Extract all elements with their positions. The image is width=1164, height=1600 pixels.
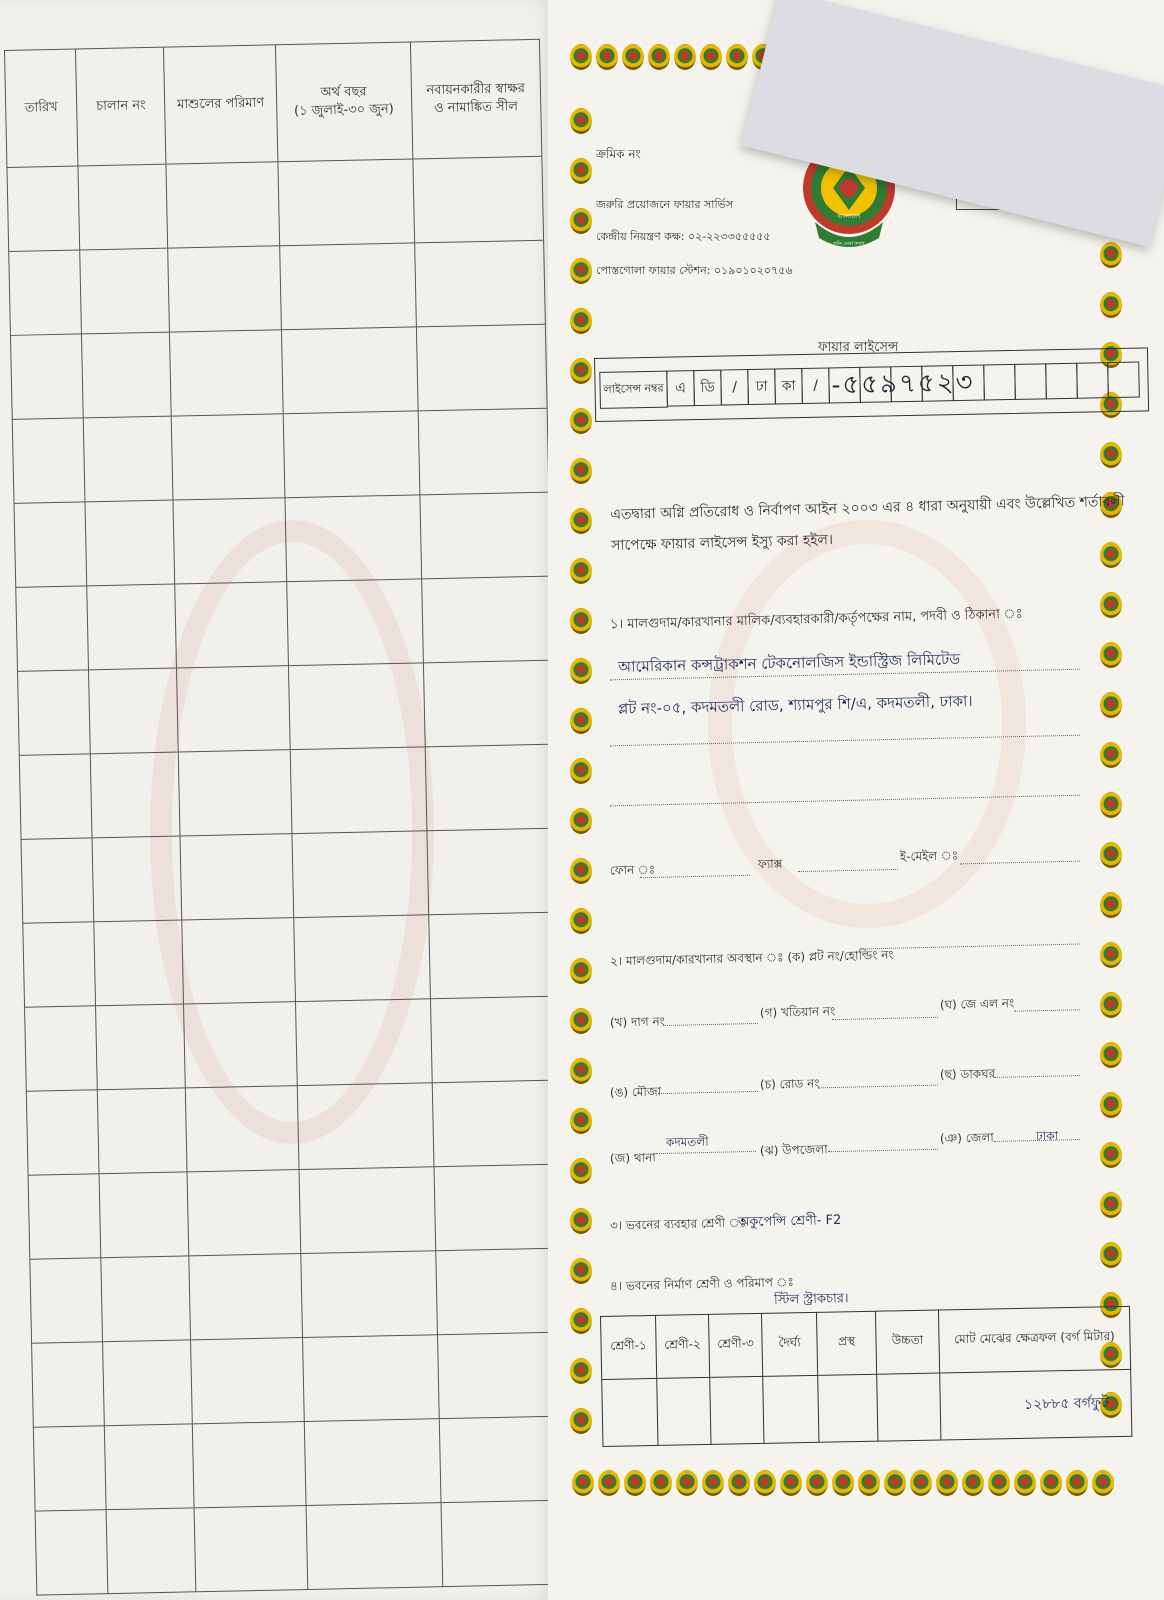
medallion-ornament [1100, 992, 1122, 1018]
email-label: ই-মেইল ঃ [899, 848, 959, 864]
medallion-ornament [622, 44, 644, 70]
left-page-renewal-ledger [0, 0, 560, 1600]
header-date: তারিখ [5, 49, 78, 167]
medallion-ornament [988, 1470, 1010, 1496]
medallion-ornament [1100, 242, 1122, 268]
license-cell: ডি [693, 370, 722, 407]
ledger-cell [21, 838, 94, 923]
ledger-row [28, 1164, 565, 1259]
license-number-box [594, 347, 1149, 422]
ledger-cell [191, 1338, 304, 1424]
ledger-cell [279, 243, 416, 330]
measure-cell [710, 1376, 764, 1444]
dag-line [663, 1023, 758, 1026]
medallion-ornament [728, 1470, 750, 1496]
header-fee-amount: মাশুলের পরিমাণ [164, 45, 277, 164]
intro-paragraph: এতদ্বারা অগ্নি প্রতিরোধ ও নির্বাপণ আইন ২০০৩ এর ৪ ধারা অনুযায়ী এবং উল্লেখিত শর্তাবলী সাপেক্ষে ফায়ার লাইসেন্স ইস্যু করা হইল। [610, 493, 1125, 554]
ledger-cell [14, 502, 87, 587]
medallion-ornament [570, 1258, 592, 1284]
medallion-ornament [624, 1470, 646, 1496]
medallion-ornament [570, 44, 592, 70]
ledger-cell [32, 1342, 105, 1427]
road-label: (চ) রোড নং [759, 1076, 820, 1092]
medallion-ornament [676, 1470, 698, 1496]
medallion-ornament [570, 1208, 592, 1234]
header-fiscal-year: অর্থ বছর (১ জুলাই-৩০ জুন) [275, 42, 412, 162]
measure-header: শ্রেণী-১ [601, 1315, 657, 1379]
ledger-cell [430, 996, 561, 1083]
medallion-ornament [1100, 642, 1122, 668]
renewal-ledger-table [4, 39, 572, 1596]
medallion-ornament [570, 258, 592, 284]
ledger-cell [182, 918, 295, 1004]
ledger-row [21, 828, 558, 923]
khatian-line [832, 1017, 938, 1020]
medallion-ornament [570, 858, 592, 884]
ledger-cell [104, 1424, 194, 1510]
owner-name: আমেরিকান কন্সট্রাকশন টেকনোলজিস ইন্ডাস্ট্রিজ লিমিটেড [617, 650, 961, 676]
ledger-row [14, 492, 551, 587]
ledger-row [16, 576, 553, 671]
license-cell-empty [1014, 363, 1047, 400]
ledger-row [12, 408, 549, 503]
measure-cell [657, 1377, 711, 1445]
item-4-label: ৪। ভবনের নির্মাণ শ্রেণী ও পরিমাপ ঃ [609, 1274, 794, 1294]
medallion-ornament [962, 1470, 984, 1496]
medallion-ornament [1100, 742, 1122, 768]
header-renewer-signature: নবায়নকারীর স্বাক্ষর ও নামাঙ্কিত সীল [410, 39, 542, 159]
medallion-ornament [570, 958, 592, 984]
measure-header: দৈর্ঘ্য [761, 1312, 817, 1376]
ledger-cell [25, 1006, 98, 1091]
medallion-ornament [570, 158, 592, 184]
ledger-cell [189, 1254, 302, 1340]
road-line [818, 1085, 938, 1089]
ledger-cell [295, 999, 432, 1086]
medallion-ornament [570, 1008, 592, 1034]
mouza-line [658, 1091, 758, 1094]
ledger-cell [304, 1419, 441, 1506]
medallion-ornament [570, 908, 592, 934]
ledger-cell [33, 1426, 106, 1511]
ledger-cell [290, 747, 427, 834]
medallion-ornament [570, 808, 592, 834]
ledger-cell [83, 416, 173, 502]
total-area-value: ১২৮৮৫ বর্গফুট [940, 1369, 1132, 1440]
ledger-cell [78, 164, 168, 250]
district-label: (ঞ) জেলা [939, 1130, 994, 1146]
ledger-cell [419, 492, 550, 579]
medallion-ornament [570, 658, 592, 684]
header-challan-no: চালান নং [75, 47, 166, 166]
ledger-cell [23, 922, 96, 1007]
license-number-handwritten: -৫৫৯৭৫২৩ [831, 367, 975, 401]
ledger-cell [179, 750, 292, 836]
license-cell: ঢা [747, 369, 776, 406]
medallion-ornament [1040, 1470, 1062, 1496]
ledger-row [7, 156, 544, 251]
ledger-cell [12, 418, 85, 503]
medallion-ornament [700, 44, 722, 70]
ledger-cell [299, 1167, 436, 1254]
ledger-cell [16, 586, 89, 671]
measure-header: মোট মেঝের ক্ষেত্রফল (বর্গ মিটার) [938, 1306, 1130, 1373]
measure-header: শ্রেণী-২ [655, 1314, 709, 1378]
ledger-cell [300, 1251, 437, 1338]
ledger-cell [87, 584, 177, 670]
medallion-ornament [570, 108, 592, 134]
control-room-phone: কেন্দ্রীয় নিয়ন্ত্রণ কক্ষ: ০২-২২৩৩৫৫৫৫৫ [596, 230, 771, 243]
item-4-value: স্টিল স্ট্রাকচার। [773, 1291, 849, 1308]
ledger-cell [277, 159, 414, 246]
medallion-ornament [910, 1470, 932, 1496]
medallion-ornament [570, 1108, 592, 1134]
medallion-ornament [726, 44, 748, 70]
medallion-ornament [1100, 842, 1122, 868]
ledger-cell [286, 579, 423, 666]
ledger-cell [412, 156, 543, 243]
dag-label: (খ) দাগ নং [609, 1014, 665, 1030]
license-cell: / [720, 369, 749, 406]
ledger-cell [414, 240, 545, 327]
medallion-ornament [570, 508, 592, 534]
watermark-seal-right [708, 520, 1026, 928]
item-3-label: ৩। ভবনের ব্যবহার শ্রেণী ঃ [609, 1215, 747, 1233]
ledger-cell [80, 248, 170, 334]
medallion-ornament [1100, 1192, 1122, 1218]
ledger-cell [423, 660, 554, 747]
medallion-ornament [1100, 892, 1122, 918]
medallion-ornament [650, 1470, 672, 1496]
post-label: (ছ) ডাকঘর [939, 1066, 996, 1082]
medallion-ornament [1100, 1092, 1122, 1118]
ledger-cell [106, 1508, 196, 1594]
jl-line [1014, 1009, 1080, 1011]
measure-cell [818, 1374, 878, 1442]
ledger-cell [427, 828, 558, 915]
ledger-cell [85, 500, 175, 586]
ledger-row [26, 1080, 563, 1175]
ledger-cell [421, 576, 552, 663]
medallion-ornament [1100, 692, 1122, 718]
mouza-label: (ঙ) মৌজা [609, 1084, 662, 1100]
item-1-label: ১। মালগুদাম/কারখানার মালিক/ব্যবহারকারী/কর্তৃপক্ষের নাম, পদবী ও ঠিকানা ঃ [609, 606, 1023, 633]
ledger-row [10, 324, 547, 419]
ledger-cell [173, 498, 286, 584]
ledger-cell [19, 754, 92, 839]
medallion-ornament [570, 708, 592, 734]
ledger-cell [9, 250, 82, 335]
medallion-ornament [754, 1470, 776, 1496]
ledger-cell [297, 1083, 434, 1170]
ledger-cell [195, 1506, 308, 1592]
ledger-cell [170, 330, 283, 416]
medallion-ornament [570, 1408, 592, 1434]
license-title: ফায়ার লাইসেন্স [818, 340, 899, 355]
license-cell: এ [666, 370, 695, 407]
medallion-ornament [570, 1058, 592, 1084]
medallion-ornament [572, 1470, 594, 1496]
ledger-cell [26, 1090, 99, 1175]
medallion-ornament [832, 1470, 854, 1496]
ledger-row [9, 240, 546, 335]
medallion-ornament [1100, 942, 1122, 968]
measure-cell [602, 1378, 658, 1446]
emergency-text: জরুরি প্রয়োজনে ফায়ার সার্ভিস [596, 198, 734, 211]
medallion-ornament [570, 1158, 592, 1184]
ledger-cell [35, 1510, 108, 1595]
ledger-cell [184, 1002, 297, 1088]
khatian-label: (গ) খতিয়ান নং [759, 1004, 836, 1020]
medallion-ornament [570, 308, 592, 334]
license-cell-empty [983, 364, 1016, 401]
ledger-cell [103, 1340, 193, 1426]
item-3-value: অকুপেন্সি শ্রেণী- F2 [737, 1212, 842, 1231]
right-page-fire-license [548, 0, 1164, 1600]
ledger-row [35, 1500, 572, 1595]
medallion-ornament [598, 1470, 620, 1496]
ledger-cell [186, 1086, 299, 1172]
ledger-header-row [5, 39, 542, 167]
license-cell-empty [1045, 363, 1078, 400]
license-cell: / [801, 367, 830, 404]
ledger-cell [18, 670, 91, 755]
ledger-cell [166, 162, 279, 248]
logo-motto-text: গতি সেবা ত্যাগ [833, 241, 865, 247]
medallion-ornament [570, 408, 592, 434]
ledger-cell [180, 834, 293, 920]
ledger-cell [96, 1004, 186, 1090]
medallion-ornament [1100, 1142, 1122, 1168]
medallion-ornament [806, 1470, 828, 1496]
measure-value-row [602, 1369, 1132, 1446]
fax-label: ফ্যাক্স [757, 856, 783, 872]
ledger-cell [97, 1088, 187, 1174]
ledger-cell [89, 668, 179, 754]
ledger-cell [193, 1422, 306, 1508]
ledger-cell [28, 1174, 101, 1259]
thana-value: কদমতলী [665, 1134, 709, 1150]
medallion-ornament [674, 44, 696, 70]
decorative-border-left [570, 96, 592, 1446]
serial-number-label: ক্রমিক নং [596, 147, 641, 161]
ledger-cell [172, 414, 285, 500]
ledger-row [25, 996, 562, 1091]
medallion-ornament [570, 458, 592, 484]
measure-header: উচ্চতা [875, 1310, 939, 1374]
ledger-cell [30, 1258, 103, 1343]
decorative-border-bottom [570, 1470, 1116, 1496]
measure-header: প্রস্থ [816, 1311, 876, 1375]
ledger-cell [175, 582, 288, 668]
post-line [994, 1075, 1080, 1078]
ledger-cell [10, 334, 83, 419]
ledger-cell [435, 1248, 566, 1335]
ledger-row [18, 660, 555, 755]
medallion-ornament [1100, 592, 1122, 618]
medallion-ornament [858, 1470, 880, 1496]
ledger-cell [99, 1172, 189, 1258]
medallion-ornament [570, 608, 592, 634]
ledger-cell [168, 246, 281, 332]
jl-label: (ঘ) জে এল নং [939, 996, 1015, 1012]
ledger-cell [293, 915, 430, 1002]
medallion-ornament [570, 1308, 592, 1334]
ledger-cell [416, 324, 547, 411]
ledger-cell [7, 166, 80, 251]
phone-line [640, 875, 750, 878]
ledger-cell [94, 920, 184, 1006]
medallion-ornament [570, 758, 592, 784]
medallion-ornament [1066, 1470, 1088, 1496]
measure-header: শ্রেণী-৩ [708, 1313, 762, 1377]
ledger-cell [288, 663, 425, 750]
medallion-ornament [648, 44, 670, 70]
ledger-cell [292, 831, 429, 918]
ledger-cell [302, 1335, 439, 1422]
ledger-cell [281, 327, 418, 414]
construction-measure-table [600, 1306, 1132, 1447]
medallion-ornament [884, 1470, 906, 1496]
license-number-label: লাইসেন্স নম্বর [599, 370, 668, 408]
medallion-ornament [570, 358, 592, 384]
ledger-cell [432, 1080, 563, 1167]
ledger-cell [418, 408, 549, 495]
medallion-ornament [1100, 292, 1122, 318]
ledger-row [30, 1248, 567, 1343]
ledger-row [32, 1332, 569, 1427]
ledger-cell [425, 744, 556, 831]
medallion-ornament [780, 1470, 802, 1496]
measure-cell [763, 1375, 819, 1443]
measure-cell [877, 1373, 941, 1441]
phone-label: ফোন ঃ [609, 862, 656, 878]
ledger-cell [283, 411, 420, 498]
ledger-cell [90, 752, 180, 838]
medallion-ornament [1100, 792, 1122, 818]
medallion-ornament [596, 44, 618, 70]
ledger-cell [101, 1256, 191, 1342]
station-phone: পোস্তগোলা ফায়ার স্টেশন: ০১৯০১০২০৭৫৬ [596, 264, 793, 277]
upazila-line [828, 1149, 938, 1152]
license-cell-empty [1076, 362, 1109, 399]
ledger-cell [92, 836, 182, 922]
ledger-row [19, 744, 556, 839]
ledger-cell [434, 1164, 565, 1251]
ledger-row [33, 1416, 570, 1511]
ledger-cell [81, 332, 171, 418]
medallion-ornament [570, 208, 592, 234]
ledger-cell [428, 912, 559, 999]
measure-header-row [601, 1306, 1131, 1379]
logo-country-text: বাংলাদেশ [837, 213, 861, 220]
ledger-cell [188, 1170, 301, 1256]
ledger-cell [177, 666, 290, 752]
license-cell: কা [774, 368, 803, 405]
medallion-ornament [1092, 1470, 1114, 1496]
medallion-ornament [702, 1470, 724, 1496]
ledger-cell [306, 1503, 443, 1590]
medallion-ornament [1100, 1242, 1122, 1268]
medallion-ornament [570, 558, 592, 584]
license-body [610, 486, 1131, 561]
medallion-ornament [1100, 442, 1122, 468]
medallion-ornament [936, 1470, 958, 1496]
upazila-label: (ঝ) উপজেলা [759, 1142, 828, 1158]
owner-address: প্লট নং-০৫, কদমতলী রোড, শ্যামপুর শি/এ, কদমতলী, ঢাকা। [617, 691, 973, 719]
license-cell-empty [1107, 362, 1140, 399]
ledger-cell [284, 495, 421, 582]
district-value: ঢাকা [1035, 1128, 1059, 1144]
medallion-ornament [1100, 1042, 1122, 1068]
medallion-ornament [1014, 1470, 1036, 1496]
item-2-label: ২। মালগুদাম/কারখানার অবস্থান ঃ (ক) প্লট নং/হোল্ডিং নং [609, 947, 894, 969]
ledger-row [23, 912, 560, 1007]
thana-label: (জ) থানা [609, 1150, 656, 1166]
medallion-ornament [570, 1358, 592, 1384]
